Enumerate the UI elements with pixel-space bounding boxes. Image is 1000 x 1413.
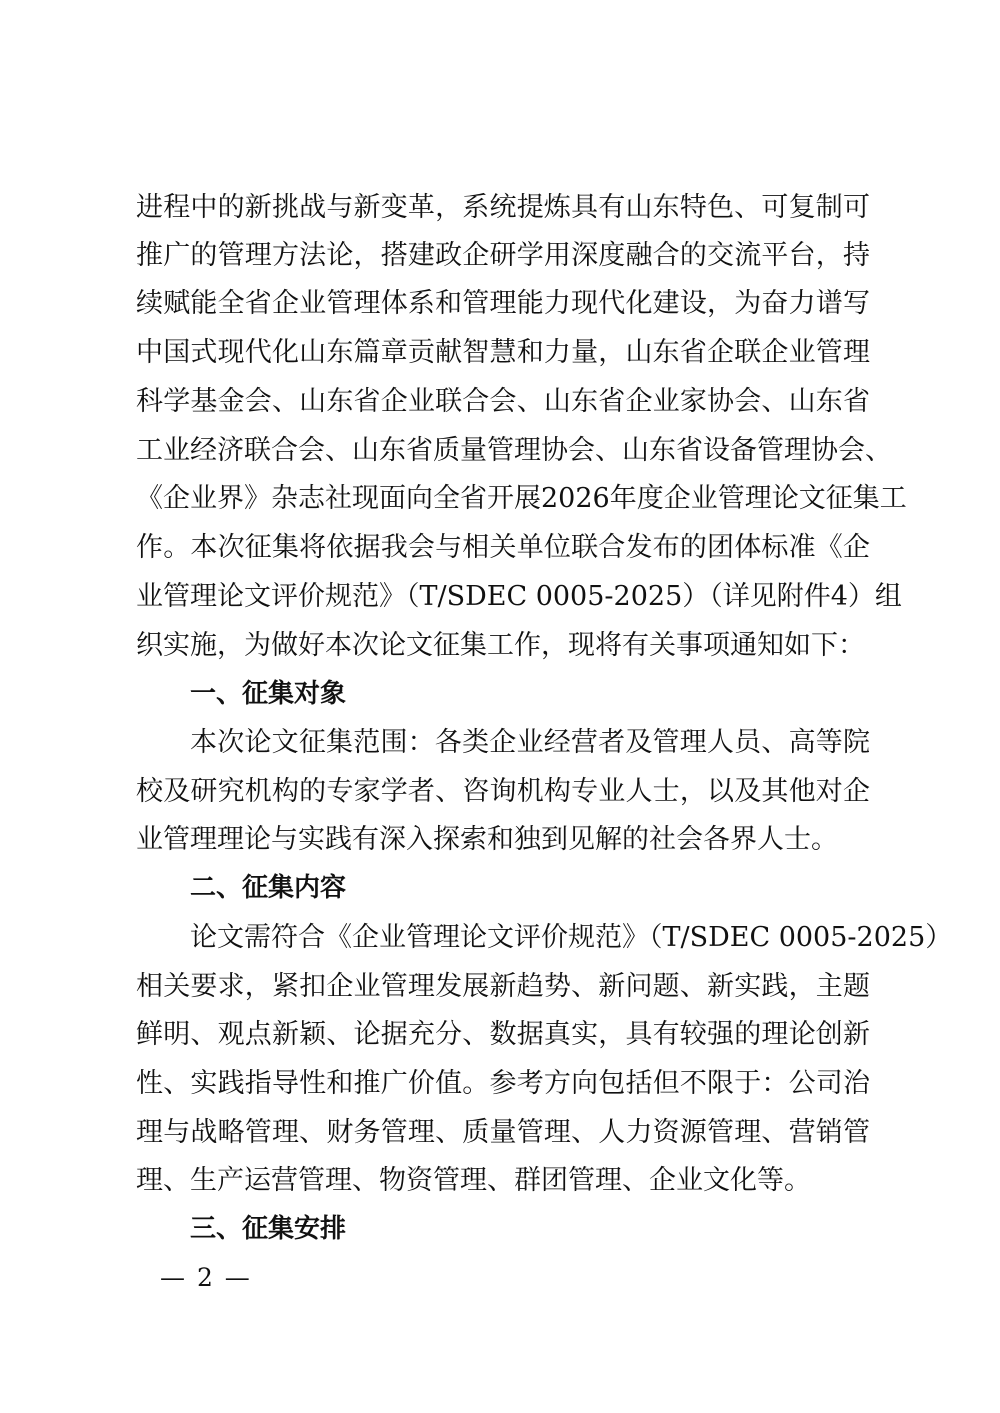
body-text-line: 理与战略管理、财务管理、质量管理、人力资源管理、营销管 — [136, 1117, 870, 1148]
body-text-line: 续赋能全省企业管理体系和管理能力现代化建设，为奋力谱写 — [136, 288, 870, 319]
body-text-line: 科学基金会、山东省企业联合会、山东省企业家协会、山东省 — [136, 386, 870, 417]
body-text-line: 相关要求，紧扣企业管理发展新趋势、新问题、新实践，主题 — [136, 971, 870, 1002]
section-heading: 三、征集安排 — [190, 1214, 347, 1244]
body-text-line: 性、实践指导性和推广价值。参考方向包括但不限于：公司治 — [136, 1068, 870, 1099]
body-text-line: 工业经济联合会、山东省质量管理协会、山东省设备管理协会、 — [136, 435, 892, 466]
body-text-line: 理、生产运营管理、物资管理、群团管理、企业文化等。 — [136, 1165, 811, 1196]
body-text-line: 进程中的新挑战与新变革，系统提炼具有山东特色、可复制可 — [136, 192, 870, 223]
section-heading: 二、征集内容 — [190, 873, 347, 903]
body-text-line: 鲜明、观点新颖、论据充分、数据真实，具有较强的理论创新 — [136, 1019, 870, 1050]
page-number: — 2 — — [160, 1263, 252, 1292]
body-text-line: 《企业界》杂志社现面向全省开展2026年度企业管理论文征集工 — [136, 483, 907, 514]
body-text-line: 织实施，为做好本次论文征集工作，现将有关事项通知如下： — [136, 630, 865, 661]
body-text-line: 作。本次征集将依据我会与相关单位联合发布的团体标准《企 — [136, 532, 870, 563]
body-text-line: 业管理论文评价规范》（T/SDEC 0005-2025）（详见附件4）组 — [136, 581, 902, 612]
body-text-line: 中国式现代化山东篇章贡献智慧和力量，山东省企联企业管理 — [136, 337, 870, 368]
body-text-line: 推广的管理方法论，搭建政企研学用深度融合的交流平台，持 — [136, 240, 870, 271]
body-text-line: 论文需符合《企业管理论文评价规范》（T/SDEC 0005-2025） — [190, 922, 953, 953]
section-heading: 一、征集对象 — [190, 679, 347, 709]
body-text-line: 校及研究机构的专家学者、咨询机构专业人士，以及其他对企 — [136, 776, 870, 807]
body-text-line: 本次论文征集范围：各类企业经营者及管理人员、高等院 — [190, 727, 870, 758]
body-text-line: 业管理理论与实践有深入探索和独到见解的社会各界人士。 — [136, 824, 838, 855]
